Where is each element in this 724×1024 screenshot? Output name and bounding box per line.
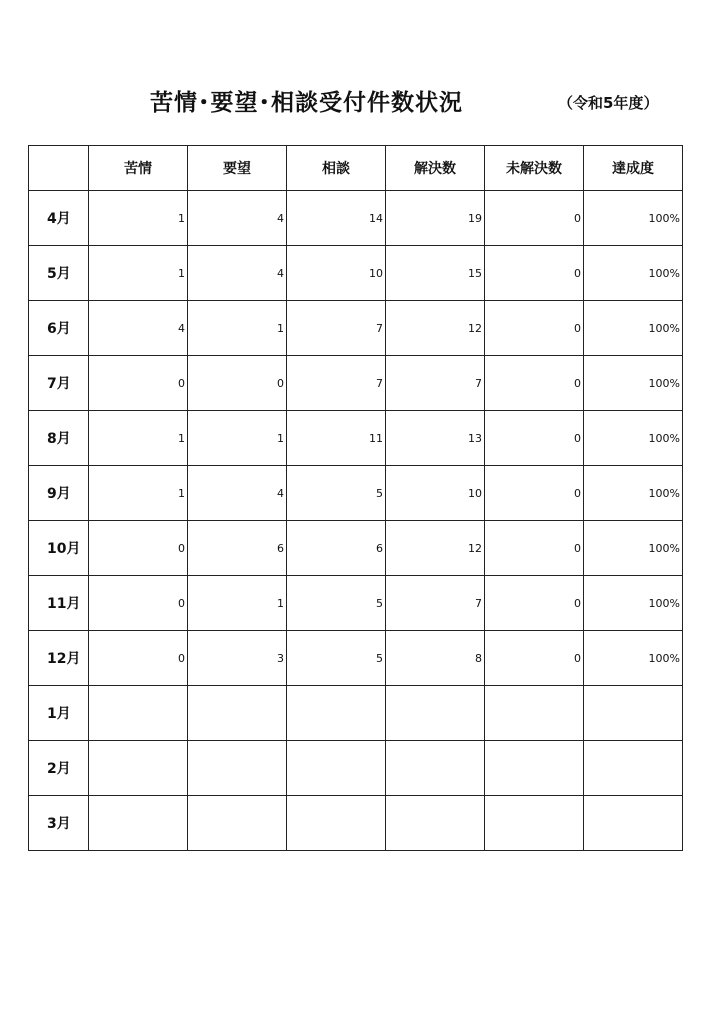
header-corner xyxy=(29,146,89,191)
unresolved-cell: 0 xyxy=(485,301,584,356)
unresolved-cell: 0 xyxy=(485,631,584,686)
month-label: 7月 xyxy=(29,356,89,411)
consultations-cell: 10 xyxy=(287,246,386,301)
month-label: 4月 xyxy=(29,191,89,246)
unresolved-cell: 0 xyxy=(485,576,584,631)
consultations-cell: 6 xyxy=(287,521,386,576)
consultations-cell: 5 xyxy=(287,631,386,686)
unresolved-cell xyxy=(485,741,584,796)
complaints-cell: 0 xyxy=(89,576,188,631)
consultations-cell xyxy=(287,741,386,796)
header-complaints: 苦情 xyxy=(89,146,188,191)
resolved-cell: 13 xyxy=(386,411,485,466)
table-row xyxy=(29,301,683,356)
table-row xyxy=(29,411,683,466)
resolved-cell: 7 xyxy=(386,576,485,631)
requests-cell xyxy=(188,686,287,741)
consultations-cell xyxy=(287,686,386,741)
resolved-cell: 8 xyxy=(386,631,485,686)
month-label: 9月 xyxy=(29,466,89,521)
document-title xyxy=(0,84,724,124)
unresolved-cell: 0 xyxy=(485,411,584,466)
achievement-cell: 100% xyxy=(584,631,683,686)
header-resolved: 解決数 xyxy=(386,146,485,191)
resolved-cell: 10 xyxy=(386,466,485,521)
requests-cell: 1 xyxy=(188,411,287,466)
achievement-cell: 100% xyxy=(584,301,683,356)
complaints-cell xyxy=(89,796,188,851)
requests-cell: 4 xyxy=(188,246,287,301)
consultations-cell: 7 xyxy=(287,356,386,411)
requests-cell: 1 xyxy=(188,576,287,631)
unresolved-cell xyxy=(485,796,584,851)
month-label: 11月 xyxy=(29,576,89,631)
month-label: 8月 xyxy=(29,411,89,466)
achievement-cell: 100% xyxy=(584,466,683,521)
resolved-cell: 7 xyxy=(386,356,485,411)
month-label: 10月 xyxy=(29,521,89,576)
table-row xyxy=(29,686,683,741)
table-row xyxy=(29,191,683,246)
resolved-cell xyxy=(386,796,485,851)
unresolved-cell xyxy=(485,686,584,741)
complaints-cell: 0 xyxy=(89,521,188,576)
requests-cell xyxy=(188,741,287,796)
month-label: 1月 xyxy=(29,686,89,741)
table-row xyxy=(29,356,683,411)
month-label: 12月 xyxy=(29,631,89,686)
header-consultations: 相談 xyxy=(287,146,386,191)
month-label: 6月 xyxy=(29,301,89,356)
achievement-cell: 100% xyxy=(584,576,683,631)
month-label: 2月 xyxy=(29,741,89,796)
complaints-cell: 0 xyxy=(89,631,188,686)
header-row xyxy=(29,146,683,191)
requests-cell: 3 xyxy=(188,631,287,686)
table-row xyxy=(29,246,683,301)
table-row xyxy=(29,521,683,576)
achievement-cell xyxy=(584,741,683,796)
achievement-cell: 100% xyxy=(584,411,683,466)
complaints-cell: 1 xyxy=(89,411,188,466)
table-row xyxy=(29,631,683,686)
complaints-cell xyxy=(89,741,188,796)
unresolved-cell: 0 xyxy=(485,356,584,411)
header-unresolved: 未解決数 xyxy=(485,146,584,191)
month-label: 3月 xyxy=(29,796,89,851)
unresolved-cell: 0 xyxy=(485,246,584,301)
complaints-cell: 1 xyxy=(89,466,188,521)
complaints-cell: 1 xyxy=(89,191,188,246)
fiscal-year-label: （令和5年度） xyxy=(558,94,659,112)
consultations-cell: 5 xyxy=(287,576,386,631)
requests-cell: 1 xyxy=(188,301,287,356)
achievement-cell: 100% xyxy=(584,356,683,411)
achievement-cell: 100% xyxy=(584,521,683,576)
resolved-cell xyxy=(386,686,485,741)
consultations-cell: 14 xyxy=(287,191,386,246)
resolved-cell: 12 xyxy=(386,301,485,356)
table-row xyxy=(29,466,683,521)
complaints-cell: 1 xyxy=(89,246,188,301)
achievement-cell xyxy=(584,796,683,851)
complaints-table xyxy=(28,145,683,851)
header-achievement: 達成度 xyxy=(584,146,683,191)
requests-cell: 6 xyxy=(188,521,287,576)
requests-cell xyxy=(188,796,287,851)
consultations-cell: 5 xyxy=(287,466,386,521)
complaints-cell xyxy=(89,686,188,741)
requests-cell: 4 xyxy=(188,466,287,521)
achievement-cell: 100% xyxy=(584,246,683,301)
resolved-cell xyxy=(386,741,485,796)
resolved-cell: 19 xyxy=(386,191,485,246)
consultations-cell xyxy=(287,796,386,851)
complaints-cell: 0 xyxy=(89,356,188,411)
unresolved-cell: 0 xyxy=(485,521,584,576)
resolved-cell: 15 xyxy=(386,246,485,301)
table-row xyxy=(29,796,683,851)
consultations-cell: 7 xyxy=(287,301,386,356)
page-title: 苦情･要望･相談受付件数状況 xyxy=(150,90,463,116)
requests-cell: 0 xyxy=(188,356,287,411)
table-row xyxy=(29,576,683,631)
header-requests: 要望 xyxy=(188,146,287,191)
achievement-cell: 100% xyxy=(584,191,683,246)
table-row xyxy=(29,741,683,796)
requests-cell: 4 xyxy=(188,191,287,246)
resolved-cell: 12 xyxy=(386,521,485,576)
month-label: 5月 xyxy=(29,246,89,301)
consultations-cell: 11 xyxy=(287,411,386,466)
complaints-cell: 4 xyxy=(89,301,188,356)
unresolved-cell: 0 xyxy=(485,466,584,521)
unresolved-cell: 0 xyxy=(485,191,584,246)
achievement-cell xyxy=(584,686,683,741)
